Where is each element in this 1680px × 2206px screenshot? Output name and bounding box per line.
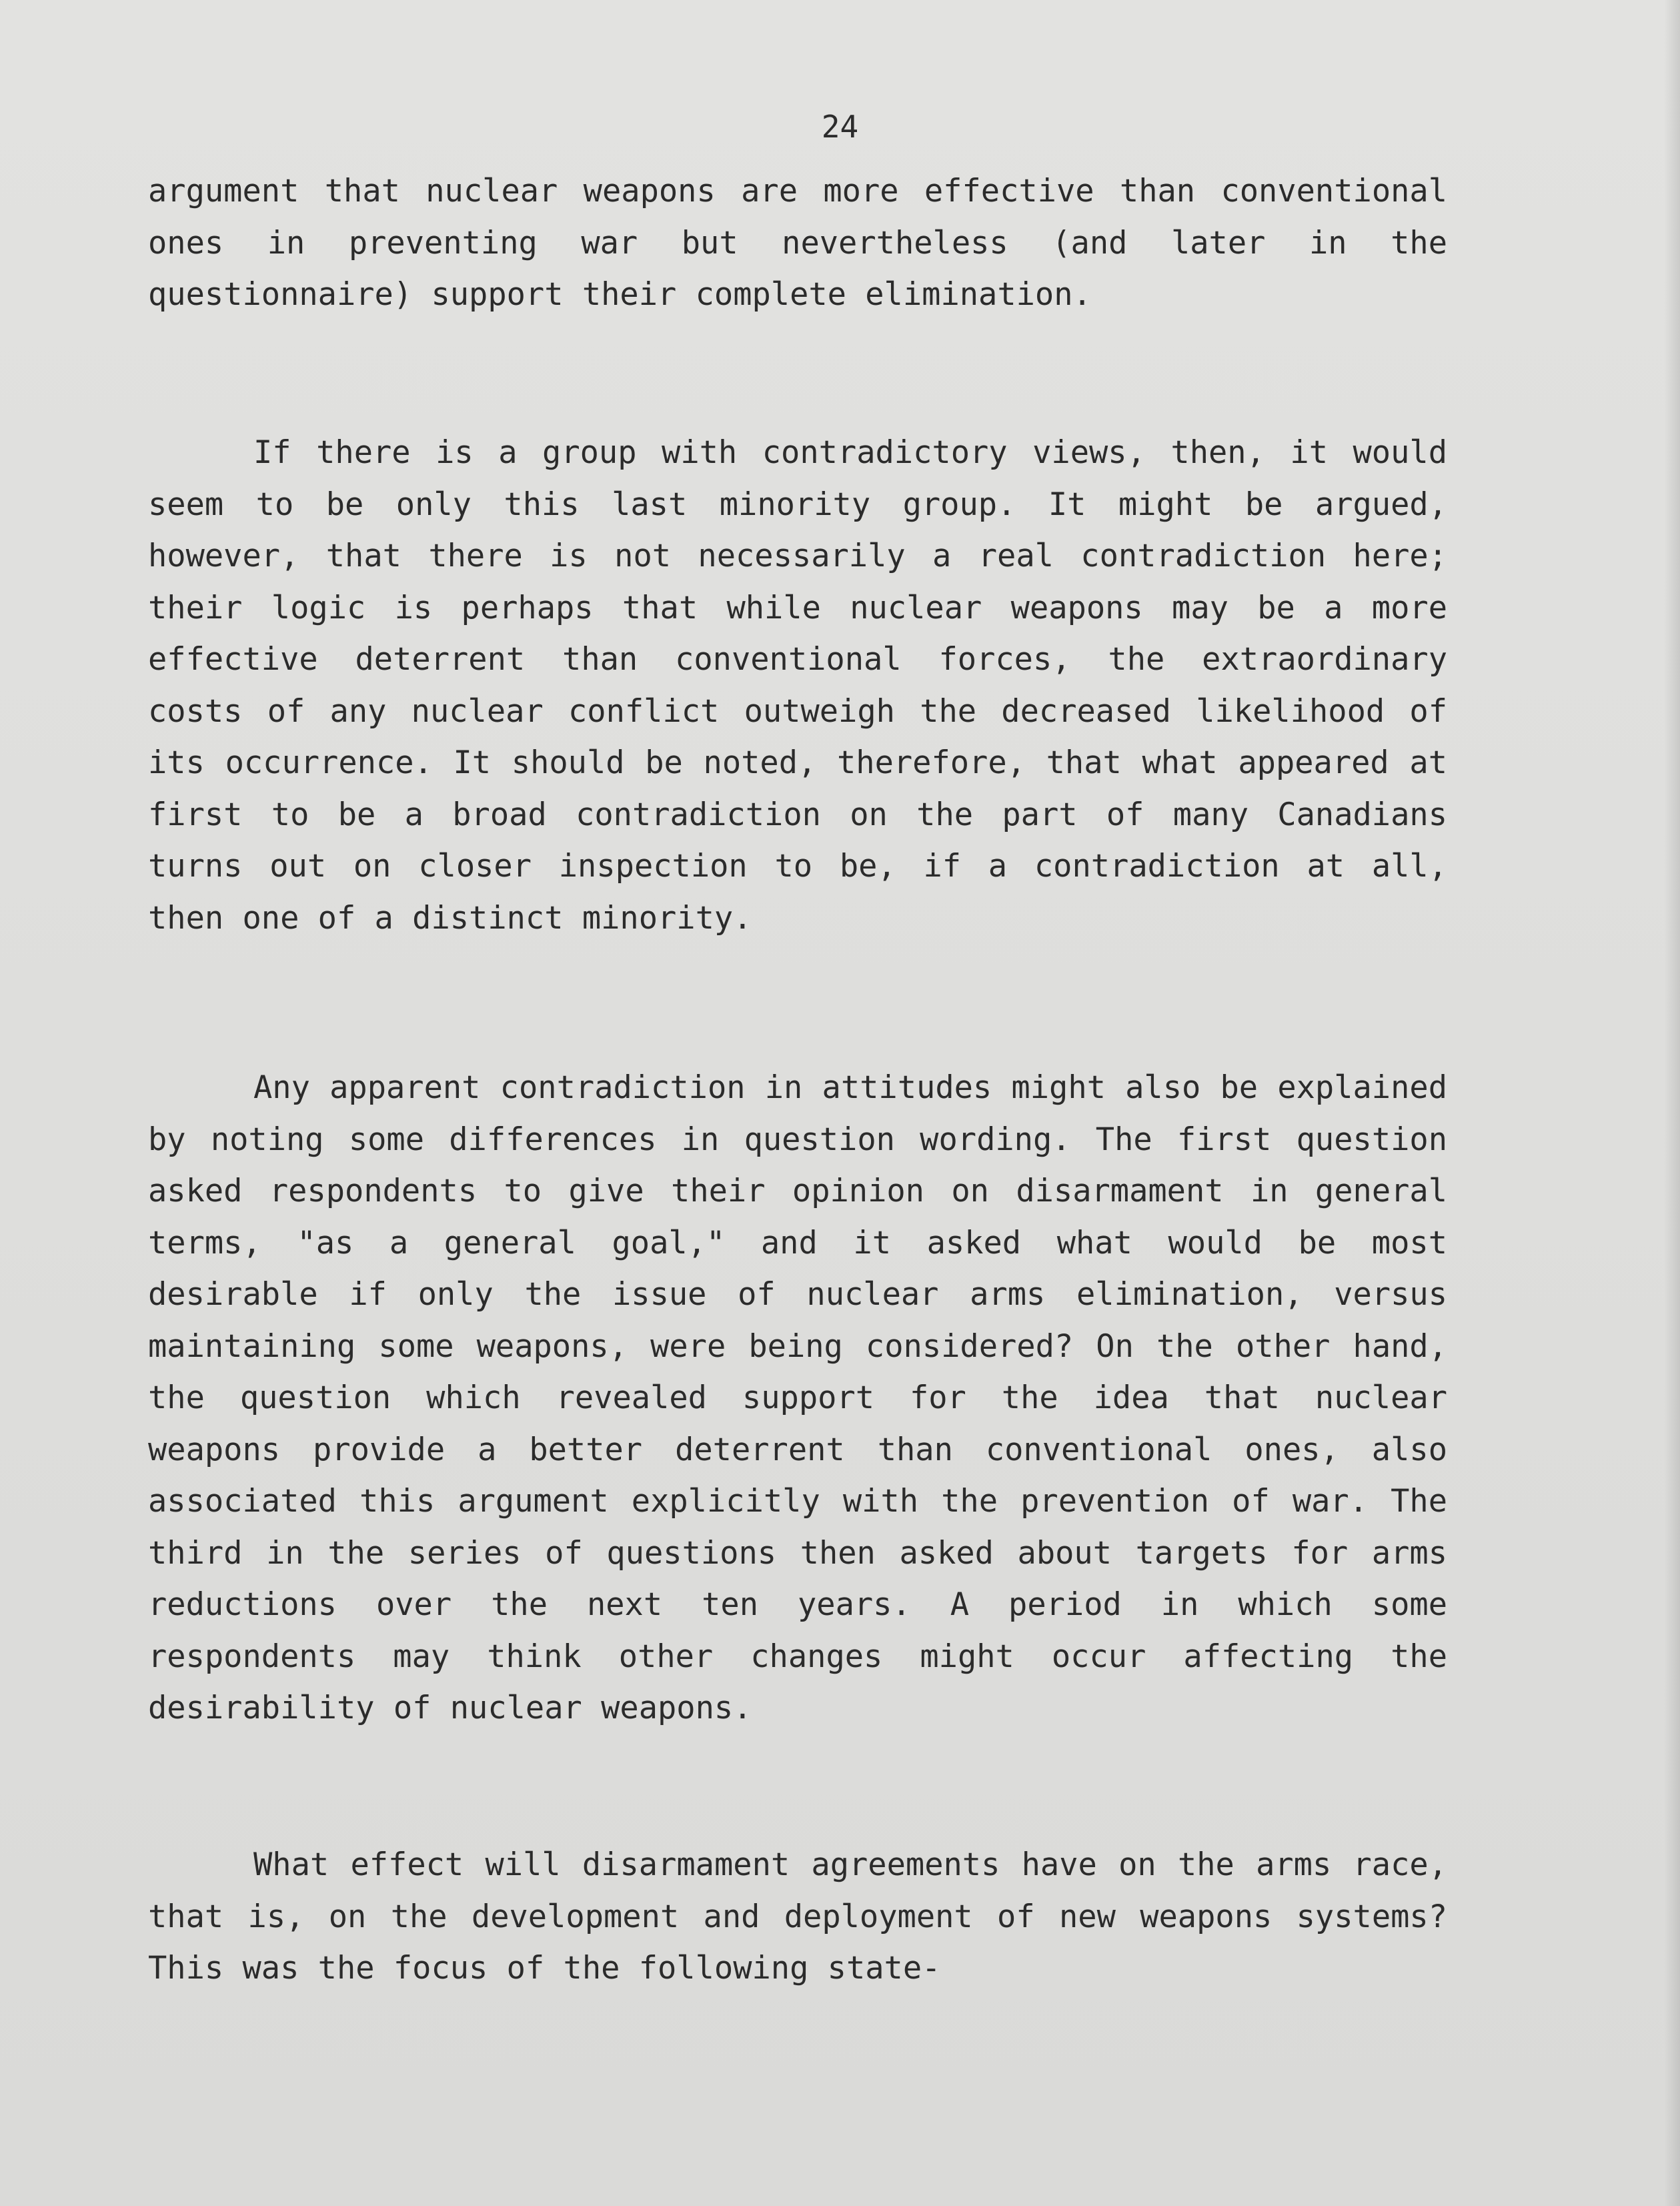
paragraph-question-wording: Any apparent contradiction in attitudes might also be explained by noting some differences in question wording. The first question asked respondents to give their opinion on disarmament in general terms, "as a general goal," and it asked what would be most desirable if only the issue of nuclear arms elimination, versus maintaining some weapons, were being considered? On the other hand, the question which revealed support for the idea that nuclear weapons provide a better deterrent than conventional ones, also associated this argument explicitly with the prevention of war. The third in the series of questions then asked about targets for arms reductions over the next ten years. A period in which some respondents may think other changes might occur affecting the desirability of nuclear weapons. (148, 1069, 1447, 1726)
page-number: 24 (821, 109, 859, 145)
paragraph-continuation: argument that nuclear weapons are more effective than conventional ones in preventing war but nevertheless (and later in the questionnaire) support their complete elimination. (148, 173, 1447, 313)
paragraph-arms-race: What effect will disarmament agreements have on the arms race, that is, on the development and deployment of new weapons systems? This was the focus of the following state- (148, 1846, 1447, 1987)
page-edge-shadow (1664, 0, 1680, 2206)
paragraph-contradictory-views: If there is a group with contradictory views, then, it would seem to be only this last minority group. It might be argued, however, that there is not necessarily a real contradiction here; their logic is perhaps that while nuclear weapons may be a more effective deterrent than conventional forces, the extraordinary costs of any nuclear conflict outweigh the decreased likelihood of its occurrence. It should be noted, therefore, that what appeared at first to be a broad contradiction on the part of many Canadians turns out on closer inspection to be, if a contradiction at all, then one of a distinct minority. (148, 434, 1447, 937)
